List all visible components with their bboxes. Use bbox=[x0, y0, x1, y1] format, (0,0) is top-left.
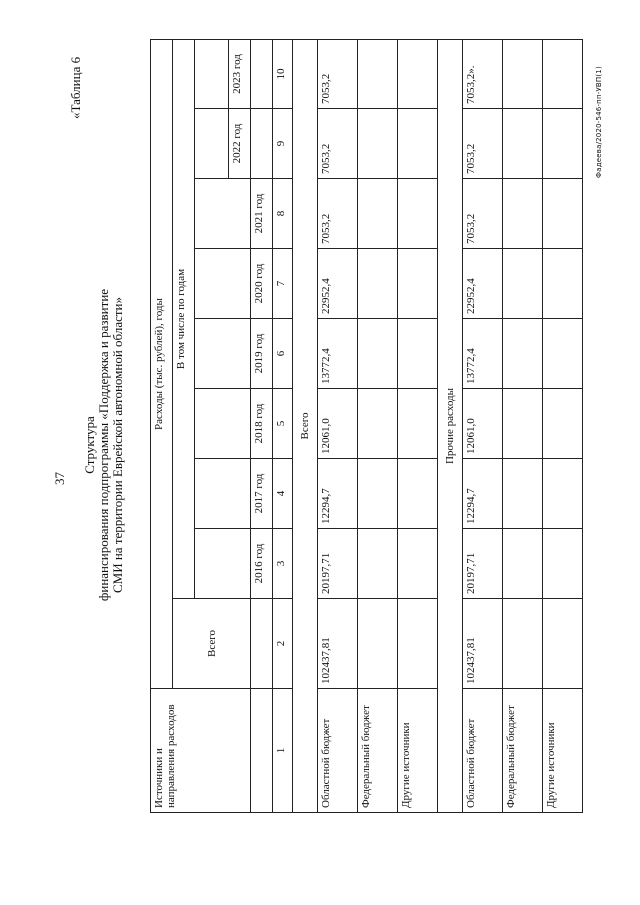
header-in-years: В том числе по годам bbox=[173, 40, 195, 599]
cell-value bbox=[398, 599, 438, 689]
cell-value bbox=[358, 529, 398, 599]
footer-code: Фадеева/2020-546-пп-УВП(1) bbox=[595, 66, 603, 178]
col-number: 2 bbox=[273, 599, 293, 689]
col-number: 8 bbox=[273, 179, 293, 249]
header-label-slot bbox=[251, 599, 273, 689]
header-gap bbox=[195, 319, 251, 389]
row-label: Федеральный бюджет bbox=[503, 689, 543, 813]
header-gap bbox=[195, 179, 251, 249]
cell-value bbox=[543, 389, 583, 459]
cell-value bbox=[503, 179, 543, 249]
cell-value: 22952,4 bbox=[463, 249, 503, 319]
col-number: 9 bbox=[273, 109, 293, 179]
cell-value: 12294,7 bbox=[318, 459, 358, 529]
header-gap bbox=[195, 249, 251, 319]
header-label-slot bbox=[251, 40, 273, 109]
year-2019: 2019 год bbox=[251, 319, 273, 389]
cell-value bbox=[543, 459, 583, 529]
col-number: 1 bbox=[273, 689, 293, 813]
cell-value bbox=[543, 529, 583, 599]
header-gap bbox=[195, 109, 229, 179]
cell-value bbox=[543, 109, 583, 179]
cell-value bbox=[543, 319, 583, 389]
header-label-slot bbox=[251, 109, 273, 179]
col-number: 10 bbox=[273, 40, 293, 109]
cell-value: 7053,2 bbox=[463, 109, 503, 179]
cell-value: 7053,2». bbox=[463, 40, 503, 109]
year-2021: 2021 год bbox=[251, 179, 273, 249]
cell-value: 20197,71 bbox=[318, 529, 358, 599]
header-gap bbox=[195, 459, 251, 529]
col-number: 7 bbox=[273, 249, 293, 319]
financing-table bbox=[150, 39, 583, 813]
cell-value bbox=[358, 179, 398, 249]
col-number: 6 bbox=[273, 319, 293, 389]
header-source: Источники и направления расходов bbox=[151, 689, 251, 813]
col-number: 5 bbox=[273, 389, 293, 459]
cell-value bbox=[543, 40, 583, 109]
year-2023: 2023 год bbox=[229, 40, 251, 109]
table-label: «Таблица 6 bbox=[68, 56, 83, 119]
section-title: Прочие расходы bbox=[438, 40, 463, 813]
year-2022: 2022 год bbox=[229, 109, 251, 179]
title-line-1: Структура bbox=[82, 416, 97, 474]
col-number: 4 bbox=[273, 459, 293, 529]
cell-value bbox=[398, 389, 438, 459]
title-line-3: СМИ на территории Еврейской автономной области» bbox=[110, 296, 125, 594]
cell-value bbox=[398, 319, 438, 389]
cell-value: 7053,2 bbox=[463, 179, 503, 249]
year-2020: 2020 год bbox=[251, 249, 273, 319]
header-expenses: Расходы (тыс. рублей), годы bbox=[151, 40, 173, 689]
section-title: Всего bbox=[293, 40, 318, 813]
cell-value bbox=[358, 249, 398, 319]
row-label: Областной бюджет bbox=[318, 689, 358, 813]
row-label: Другие источники bbox=[543, 689, 583, 813]
header-gap bbox=[195, 40, 229, 109]
header-gap bbox=[195, 529, 251, 599]
cell-value: 7053,2 bbox=[318, 179, 358, 249]
cell-value bbox=[503, 40, 543, 109]
cell-value bbox=[543, 599, 583, 689]
cell-value bbox=[503, 319, 543, 389]
cell-value: 102437,81 bbox=[463, 599, 503, 689]
cell-value: 12061,0 bbox=[318, 389, 358, 459]
cell-value: 102437,81 bbox=[318, 599, 358, 689]
cell-value bbox=[358, 319, 398, 389]
cell-value: 12061,0 bbox=[463, 389, 503, 459]
cell-value bbox=[398, 40, 438, 109]
year-2016: 2016 год bbox=[251, 529, 273, 599]
cell-value: 12294,7 bbox=[463, 459, 503, 529]
cell-value bbox=[398, 109, 438, 179]
cell-value: 22952,4 bbox=[318, 249, 358, 319]
header-gap bbox=[195, 389, 251, 459]
cell-value bbox=[503, 389, 543, 459]
row-label: Другие источники bbox=[398, 689, 438, 813]
cell-value: 13772,4 bbox=[463, 319, 503, 389]
header-total: Всего bbox=[173, 599, 251, 689]
cell-value bbox=[543, 179, 583, 249]
year-2017: 2017 год bbox=[251, 459, 273, 529]
cell-value bbox=[503, 109, 543, 179]
cell-value: 13772,4 bbox=[318, 319, 358, 389]
cell-value bbox=[358, 599, 398, 689]
header-label-slot bbox=[251, 689, 273, 813]
cell-value bbox=[358, 459, 398, 529]
cell-value bbox=[358, 40, 398, 109]
col-number: 3 bbox=[273, 529, 293, 599]
page-number: 37 bbox=[52, 472, 67, 485]
cell-value bbox=[398, 249, 438, 319]
cell-value bbox=[398, 529, 438, 599]
year-2018: 2018 год bbox=[251, 389, 273, 459]
row-label: Федеральный бюджет bbox=[358, 689, 398, 813]
cell-value bbox=[503, 249, 543, 319]
cell-value bbox=[503, 529, 543, 599]
cell-value: 20197,71 bbox=[463, 529, 503, 599]
cell-value bbox=[503, 599, 543, 689]
cell-value: 7053,2 bbox=[318, 109, 358, 179]
cell-value: 7053,2 bbox=[318, 40, 358, 109]
cell-value bbox=[398, 179, 438, 249]
row-label: Областной бюджет bbox=[463, 689, 503, 813]
cell-value bbox=[358, 389, 398, 459]
cell-value bbox=[503, 459, 543, 529]
title-line-2: финансирования подпрограммы «Поддержка и развитие bbox=[96, 288, 111, 602]
cell-value bbox=[358, 109, 398, 179]
cell-value bbox=[543, 249, 583, 319]
cell-value bbox=[398, 459, 438, 529]
